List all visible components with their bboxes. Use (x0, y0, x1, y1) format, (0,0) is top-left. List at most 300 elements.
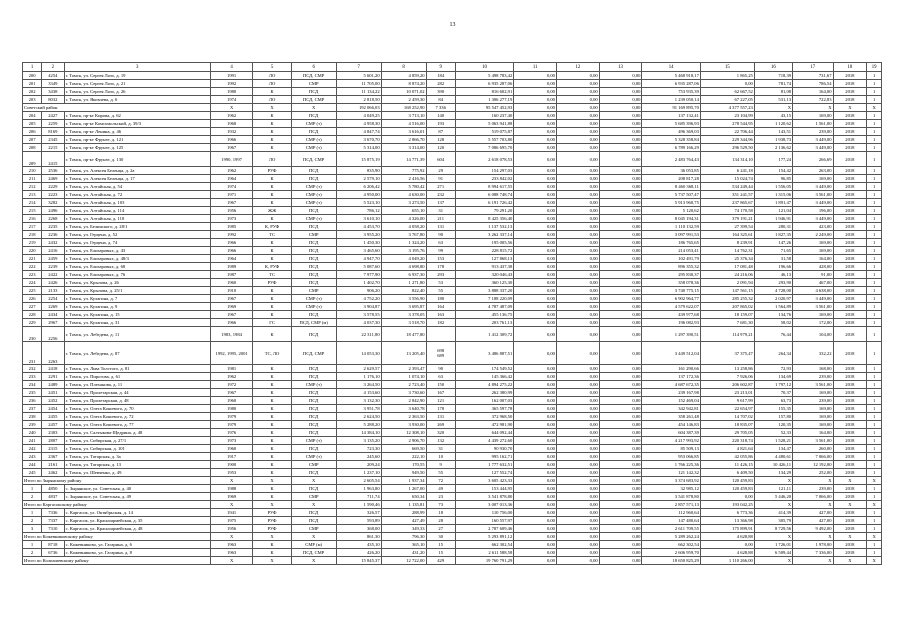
table-cell: 145 366,42 (455, 373, 513, 381)
table-cell: 1960 (210, 279, 253, 287)
table-cell: 2303 (42, 429, 64, 437)
table-cell: СМР (291, 525, 336, 533)
table-cell: 4 058,20 (381, 223, 426, 231)
table-cell: 0,00 (599, 271, 642, 279)
table-row (23, 373, 882, 381)
address-cell: г. Томск, ул. Сергея Лазо, д. 19 (64, 72, 210, 80)
table-row (23, 88, 882, 96)
table-cell: 604 (426, 152, 455, 167)
table-cell: Х (867, 104, 882, 112)
table-cell: 3 264,50 (336, 381, 381, 389)
table-cell: 55 (426, 469, 455, 477)
table-cell: 1966 (210, 136, 253, 144)
table-cell: 1 (867, 437, 882, 445)
header-cell: 15 (700, 63, 754, 72)
table-cell: 1969 (210, 493, 253, 501)
table-cell: 2254 (42, 295, 64, 303)
address-cell: г. Томск, ул. Алексея Беленца, д. 2а (64, 167, 210, 175)
table-cell: 244 (23, 461, 42, 469)
table-cell: 0,00 (599, 319, 642, 327)
table-cell: 3438 (42, 88, 64, 96)
address-cell: г. Томск, ул. Кулагина, д. 31 (64, 319, 210, 327)
table-cell: 52,33 (754, 429, 792, 437)
table-cell: 414,39 (754, 509, 792, 517)
table-cell: 202 (23, 88, 42, 96)
table-cell: 0,00 (514, 413, 557, 421)
table-cell: 0,00 (599, 429, 642, 437)
table-cell: 120 459,83 (700, 485, 754, 493)
table-cell: 134,69 (754, 373, 792, 381)
table-cell: 2018 (833, 541, 867, 549)
table-cell: 1 (867, 287, 882, 295)
table-cell: 0,00 (599, 405, 642, 413)
address-cell: г. Томск, ул. Сергея Лазо, д. 21 (64, 80, 210, 88)
table-cell: 0,00 (599, 517, 642, 525)
table-cell: 2269 (42, 303, 64, 311)
table-cell: К (253, 469, 291, 477)
table-cell: 114 979,21 (700, 327, 754, 342)
table-cell: К (253, 429, 291, 437)
table-cell: ПСД (291, 373, 336, 381)
table-cell: К (253, 128, 291, 136)
table-cell: К (253, 199, 291, 207)
table-cell: К (253, 112, 291, 120)
table-cell: 1 561,00 (793, 120, 833, 128)
table-cell: 995 162,71 (455, 453, 513, 461)
table-cell: 7 066,00 (793, 493, 833, 501)
table-cell: 1 412 309,72 (455, 327, 513, 342)
table-cell: 1985 (210, 223, 253, 231)
table-cell: К (253, 365, 291, 373)
table-cell: Х (291, 557, 336, 565)
table-cell: 1 (867, 144, 882, 152)
table-cell: 14 384,10 (336, 429, 381, 437)
table-cell: К (253, 144, 291, 152)
table-cell: 2 866,70 (381, 136, 426, 144)
table-cell: 4 377 557,23 (700, 104, 754, 112)
table-cell: 5 468 918,17 (642, 72, 700, 80)
table-cell: 2018 (833, 389, 867, 397)
header-cell: 10 (455, 63, 513, 72)
table-cell: 1 (867, 549, 882, 557)
table-cell: 164 (426, 303, 455, 311)
table-cell: 1 (867, 311, 882, 319)
table-cell: 1992 (210, 80, 253, 88)
table-cell: Х (833, 533, 867, 541)
table-cell: 1 797,12 (754, 381, 792, 389)
table-cell: 0,00 (514, 509, 557, 517)
table-row (23, 517, 882, 525)
table-cell: 74 170,58 (700, 207, 754, 215)
table-row (23, 509, 882, 517)
table-cell: К (253, 373, 291, 381)
table-cell: К (253, 287, 291, 295)
table-cell: 1989 (210, 263, 253, 271)
table-cell: 1 315,06 (754, 191, 792, 199)
table-cell: 0,00 (556, 303, 599, 311)
table-cell: 349,33 (381, 525, 426, 533)
table-cell: 0,00 (514, 136, 557, 144)
table-cell: 9 (426, 461, 455, 469)
table-cell: 0,00 (556, 279, 599, 287)
table-cell: 182 (426, 319, 455, 327)
header-cell: 13 (599, 63, 642, 72)
table-cell: 0,00 (599, 231, 642, 239)
table-cell: 4850 (42, 485, 64, 493)
table-cell: 2496 (42, 207, 64, 215)
address-cell: г. Томск, ул. Кулагина, д. 15 (64, 311, 210, 319)
table-cell: 423,00 (793, 223, 833, 231)
table-cell: 30 (426, 533, 455, 541)
table-cell: 2426 (42, 279, 64, 287)
table-cell: 196,66 (754, 263, 792, 271)
table-cell: 0,00 (556, 381, 599, 389)
table-row (23, 255, 882, 263)
table-cell: 6 241,18 (700, 167, 754, 175)
table-cell: 0,00 (514, 319, 557, 327)
table-cell: 3 888 337,20 (455, 287, 513, 295)
table-cell: 0,00 (514, 525, 557, 533)
table-cell: 4 516,00 (381, 120, 426, 128)
table-cell: 1992, 1995, 2001 (210, 342, 253, 365)
table-row (23, 112, 882, 120)
table-cell: 204 (23, 112, 42, 120)
table-cell: 604 387,39 (642, 429, 700, 437)
table-cell: 698 689 (426, 342, 455, 365)
table-cell (426, 327, 455, 342)
table-cell: 0,00 (556, 271, 599, 279)
table-cell: 63 (426, 239, 455, 247)
table-cell: 1 (867, 279, 882, 287)
table-cell: 241 (23, 437, 42, 445)
table-cell: 0,00 (514, 485, 557, 493)
table-cell: 8 729,56 (754, 525, 792, 533)
table-cell: Х (291, 533, 336, 541)
table-cell: 79 291,20 (455, 207, 513, 215)
table-cell: 7 681,30 (700, 319, 754, 327)
table-cell: 278 544,95 (700, 120, 754, 128)
table-cell: 0,00 (599, 549, 642, 557)
table-cell: 242 (23, 445, 42, 453)
table-cell: 227 (23, 303, 42, 311)
table-cell: 2 842,90 (381, 397, 426, 405)
table-cell: ПСД, СМР (м) (291, 319, 336, 327)
table-cell: 0,00 (556, 223, 599, 231)
table-cell: 2018 (833, 144, 867, 152)
table-row (23, 485, 882, 493)
table-cell: 0,00 (514, 373, 557, 381)
table-cell: 5 063 941,88 (455, 120, 513, 128)
table-cell: 1980 (210, 405, 253, 413)
table-cell: 655,10 (381, 207, 426, 215)
table-cell: 3 314,00 (381, 144, 426, 152)
table-cell: 3 518,70 (381, 319, 426, 327)
table-cell: 1991 (210, 72, 253, 80)
table-cell: 455 136,75 (455, 311, 513, 319)
table-cell: 2469 (42, 175, 64, 183)
table-cell: 0,00 (514, 342, 557, 365)
address-cell: г. Томск, ул. Алтайская, д. 103 (64, 199, 210, 207)
table-cell: 132 (426, 437, 455, 445)
table-cell: 0,00 (514, 405, 557, 413)
table-cell: 718,39 (754, 72, 792, 80)
table-cell: 0,00 (556, 413, 599, 421)
table-cell: 43,15 (754, 112, 792, 120)
table-cell: 216 (23, 215, 42, 223)
table-cell: 0,00 (556, 509, 599, 517)
table-cell: 2 723,40 (381, 381, 426, 389)
table-cell: 121 142,32 (642, 469, 700, 477)
table-cell: 2418 (42, 365, 64, 373)
table-cell: 23 104,99 (700, 112, 754, 120)
table-cell: 0,00 (599, 501, 642, 509)
table-cell: 0,00 (514, 437, 557, 445)
table-cell: 205 (23, 120, 42, 128)
table-cell: 0,00 (556, 517, 599, 525)
table-cell: 1 946,91 (754, 215, 792, 223)
table-cell: 2018 (833, 365, 867, 373)
table-cell: 1 564,89 (754, 303, 792, 311)
table-cell: СМР (т) (291, 183, 336, 191)
table-cell: 644 092,44 (455, 429, 513, 437)
table-cell: 15 845,37 (336, 557, 381, 565)
table-cell: 2807 (42, 437, 64, 445)
table-cell: 775,92 (381, 167, 426, 175)
table-cell: 134,29 (754, 469, 792, 477)
header-cell: 8 (381, 63, 426, 72)
table-cell: 0,00 (599, 413, 642, 421)
table-cell: 1 (867, 128, 882, 136)
table-cell: 127 552,74 (455, 469, 513, 477)
table-cell: 196,00 (793, 207, 833, 215)
table-cell: 4 958,30 (336, 120, 381, 128)
table-cell: 2018 (833, 199, 867, 207)
table-cell: 1 (867, 223, 882, 231)
table-cell: 91 (426, 175, 455, 183)
table-cell: 0,00 (599, 469, 642, 477)
table-cell: 217 (23, 223, 42, 231)
table-cell: 32 985,12 (642, 485, 700, 493)
table-cell: 23 213,01 (700, 389, 754, 397)
table-cell: Х (253, 501, 291, 509)
table-cell: 31 (426, 445, 455, 453)
table-cell: 2259 (42, 120, 64, 128)
table-cell: 1964 (210, 175, 253, 183)
table-cell: 184 (426, 72, 455, 80)
table-cell: 2 136,62 (754, 144, 792, 152)
table-cell: 271 (426, 183, 455, 191)
table-cell: 3 449,00 (793, 215, 833, 223)
table-cell: 3 955,20 (336, 231, 381, 239)
table-cell: 1 (867, 191, 882, 199)
table-cell: 1 891,47 (754, 199, 792, 207)
table-cell: 63,73 (754, 397, 792, 405)
table-cell: 0,00 (556, 96, 599, 104)
table-cell: 196 082,93 (642, 319, 700, 327)
table-cell: 2 393,47 (381, 365, 426, 373)
table-cell: 3 132,30 (336, 397, 381, 405)
table-cell: 1 (867, 509, 882, 517)
table-cell: 203 (23, 96, 42, 104)
table-cell: 786,54 (793, 80, 833, 88)
table-cell: 0,00 (556, 485, 599, 493)
table-cell: 0,00 (514, 207, 557, 215)
table-cell: 121,11 (754, 485, 792, 493)
table-cell: 12 192,00 (793, 461, 833, 469)
table-cell: 5 446,20 (754, 493, 792, 501)
table-cell: ПСД (291, 207, 336, 215)
table-cell: 1968 (210, 120, 253, 128)
table-cell: 11 134,22 (336, 88, 381, 96)
table-cell: 1917 (210, 453, 253, 461)
table-cell: К (253, 421, 291, 429)
table-cell: 1 (867, 112, 882, 120)
table-cell: 212 (23, 183, 42, 191)
table-cell: 365 597,78 (455, 405, 513, 413)
table-cell: 280,31 (754, 223, 792, 231)
table-cell: 121 (426, 397, 455, 405)
address-cell: г. Томск, пр-кт Фрунзе, д. 125 (64, 144, 210, 152)
table-cell: 128 (426, 136, 455, 144)
table-cell: 0,00 (556, 295, 599, 303)
table-cell: Х (833, 501, 867, 509)
table-cell: 0,00 (556, 128, 599, 136)
table-cell: 2235 (42, 223, 64, 231)
table-cell: РУФ (253, 525, 291, 533)
table-cell: 1 726,01 (754, 541, 792, 549)
address-cell: с. Каргасок, ул. Красноармейская, д. 35 (64, 517, 210, 525)
table-cell: 0,00 (556, 365, 599, 373)
table-cell: 1 324,20 (381, 239, 426, 247)
table-cell: РУФ (253, 517, 291, 525)
table-cell: 365,10 (381, 541, 426, 549)
table-cell: 2018 (833, 405, 867, 413)
table-row (23, 421, 882, 429)
table-cell: ПСД (291, 469, 336, 477)
table-cell: 4837 (42, 493, 64, 501)
table-cell: 2 624,50 (336, 413, 381, 421)
table-cell: ЛО (253, 80, 291, 88)
table-cell: 0,00 (514, 144, 557, 152)
table-cell: 164,00 (793, 429, 833, 437)
table-cell: 4 480,61 (754, 453, 792, 461)
table-cell: 0,00 (556, 437, 599, 445)
table-row (23, 175, 882, 183)
table-cell: 252,00 (793, 469, 833, 477)
table-cell: 435,10 (336, 541, 381, 549)
district-total-row (23, 501, 882, 509)
table-cell: 662 302,54 (642, 541, 700, 549)
table-cell: 2967 (42, 319, 64, 327)
table-cell: 0,00 (556, 112, 599, 120)
table-cell: 0,00 (514, 96, 557, 104)
table-cell: 2018 (833, 223, 867, 231)
table-cell: 1 (867, 88, 882, 96)
table-cell: 164 325,61 (700, 231, 754, 239)
table-cell: 3 730,60 (381, 389, 426, 397)
table-cell: 0,00 (556, 152, 599, 167)
table-cell: 2 249,00 (793, 231, 833, 239)
table-cell: 90 (426, 231, 455, 239)
table-cell: 1 237,10 (336, 469, 381, 477)
table-cell: 1941 (210, 509, 253, 517)
table-cell: 519 075,87 (455, 128, 513, 136)
table-cell: 240 (23, 429, 42, 437)
table-cell: 3 713,10 (381, 112, 426, 120)
table-cell: 1 777 632,51 (455, 461, 513, 469)
table-cell: 5 120,62 (642, 207, 700, 215)
table-cell: 1987 (210, 271, 253, 279)
table-cell: Х (754, 557, 792, 565)
table-cell: 428,00 (793, 263, 833, 271)
header-cell: 3 (64, 63, 210, 72)
table-cell: 2422 (42, 271, 64, 279)
table-cell: 0,00 (599, 381, 642, 389)
table-cell: 206 (23, 128, 42, 136)
table-cell: 0,00 (556, 549, 599, 557)
table-cell: СМР (т) (291, 295, 336, 303)
table-cell: 0,00 (599, 215, 642, 223)
table-cell: К (253, 247, 291, 255)
table-cell: 232 (23, 365, 42, 373)
table-cell: ЛО (253, 96, 291, 104)
table-cell: 427,00 (793, 509, 833, 517)
table-cell: 3 561,00 (793, 381, 833, 389)
address-cell: г. Томск, ул. Олега Кошевого, д. 70 (64, 405, 210, 413)
table-cell: 2018 (833, 80, 867, 88)
table-cell: 3 930,00 (381, 421, 426, 429)
table-cell: ПСД, СМР (291, 96, 336, 104)
table-cell: 1963 (210, 541, 253, 549)
table-cell: 22 654,97 (700, 405, 754, 413)
table-row (23, 319, 882, 327)
table-cell: 1 (867, 207, 882, 215)
district-total-row (23, 477, 882, 485)
table-cell: 81,08 (754, 88, 792, 96)
table-cell: 4 947,70 (336, 255, 381, 263)
table-cell: 4 579 622,07 (642, 303, 700, 311)
table-cell: 2018 (833, 319, 867, 327)
table-cell: 531,13 (754, 96, 792, 104)
table-cell: СМР (т) (291, 303, 336, 311)
table-cell: 1 (867, 247, 882, 255)
table-cell: 3349 (42, 80, 64, 88)
table-cell: 2455 (42, 413, 64, 421)
table-cell: 5 737 507,47 (642, 191, 700, 199)
table-row (23, 72, 882, 80)
table-cell: 0,00 (556, 287, 599, 295)
table-cell: 1 120,62 (754, 120, 792, 128)
table-cell: 18 (426, 509, 455, 517)
address-cell: г. Томск, ул. Елизаровых, д. 76 (64, 271, 210, 279)
table-cell: 4 698,80 (381, 263, 426, 271)
table-cell: 953 066,85 (642, 453, 700, 461)
table-cell: К (253, 311, 291, 319)
table-cell: 7 188 220,09 (455, 295, 513, 303)
table-cell: 220 (23, 247, 42, 255)
table-cell: 1962 (210, 167, 253, 175)
table-cell: 0,00 (514, 167, 557, 175)
table-cell: К (253, 445, 291, 453)
table-cell: Х (833, 557, 867, 565)
table-cell: 121,04 (754, 207, 792, 215)
table-cell: Х (793, 533, 833, 541)
table-cell: 0,00 (514, 295, 557, 303)
table-cell: 0,00 (599, 389, 642, 397)
table-cell: 208 (23, 144, 42, 152)
header-cell: 19 (867, 63, 882, 72)
table-cell: 0,00 (556, 167, 599, 175)
